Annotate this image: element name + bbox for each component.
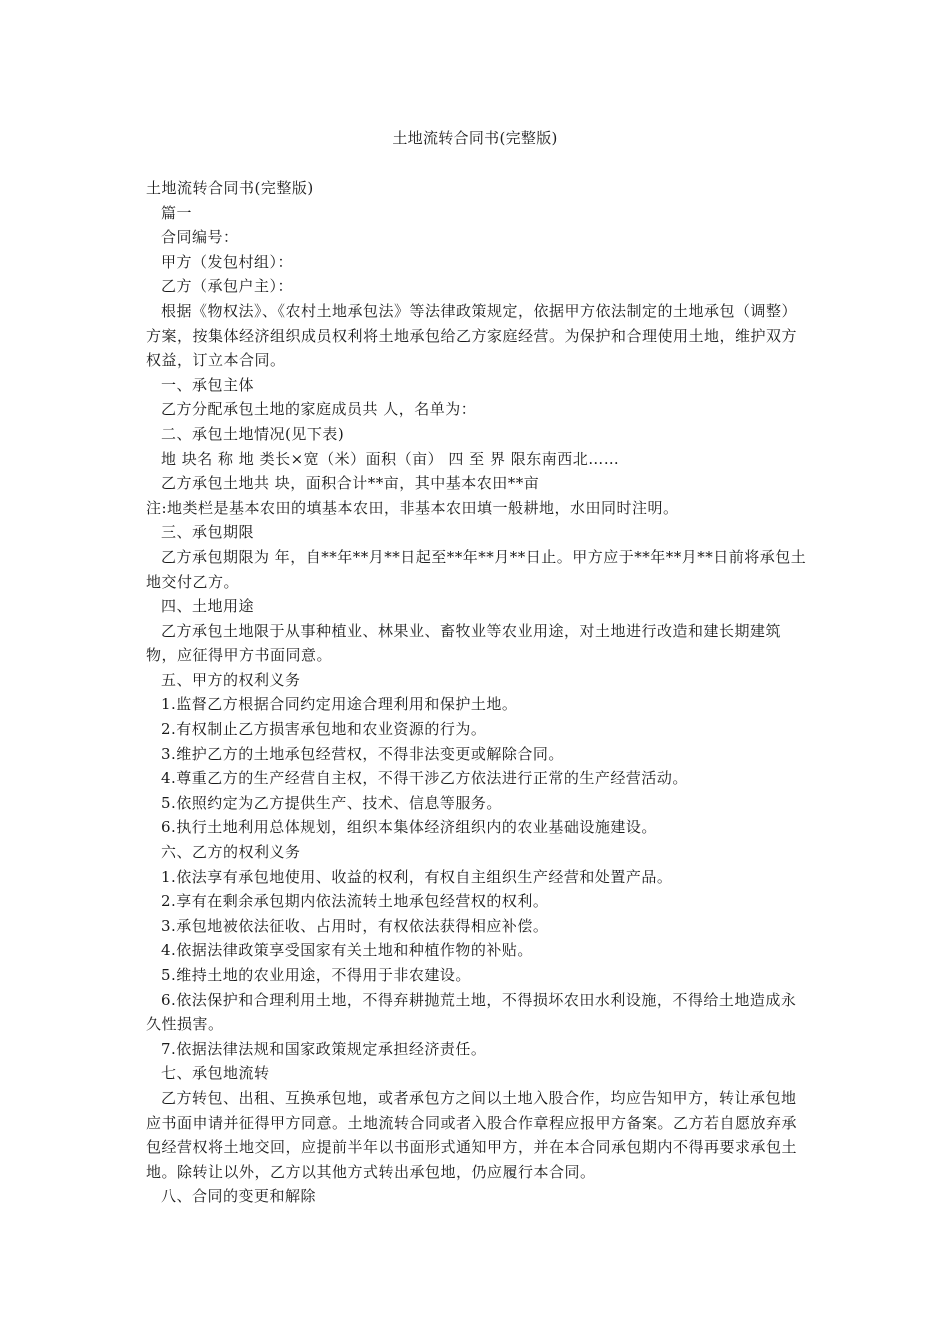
- paragraph: 乙方承包土地限于从事种植业、林果业、畜牧业等农业用途，对土地进行改造和建长期建筑物，应征得甲方书面同意。: [146, 621, 782, 665]
- section-heading: 七、承包地流转: [161, 1064, 270, 1083]
- paragraph: 注:地类栏是基本农田的填基本农田，非基本农田填一般耕地，水田同时注明。: [146, 498, 679, 517]
- list-item: 6.依法保护和合理利用土地，不得弃耕抛荒土地，不得损坏农田水利设施，不得给土地造成永久性损害。: [146, 990, 797, 1034]
- paragraph: 乙方承包期限为 年，自**年**月**日起至**年**月**日止。甲方应于**年**月**日前将承包土地交付乙方。: [146, 547, 807, 591]
- list-item: 1.依法享有承包地使用、收益的权利，有权自主组织生产经营和处置产品。: [161, 867, 673, 886]
- paragraph: 合同编号：: [161, 228, 239, 247]
- paragraph: 地 块名 称 地 类长×宽（米）面积（亩） 四 至 界 限东南西北……: [161, 449, 620, 468]
- paragraph: 乙方（承包户主）：: [161, 277, 294, 296]
- list-item: 2.有权制止乙方损害承包地和农业资源的行为。: [161, 720, 487, 739]
- subtitle: 土地流转合同书(完整版): [146, 179, 314, 197]
- list-item: 3.维护乙方的土地承包经营权，不得非法变更或解除合同。: [161, 744, 564, 763]
- paragraph: 根据《物权法》、《农村土地承包法》等法律政策规定，依据甲方依法制定的土地承包（调整）方案，按集体经济组织成员权利将土地承包给乙方家庭经营。为保护和合理使用土地，维护双方权益，订立本合同。: [146, 301, 798, 370]
- list-item: 3.承包地被依法征收、占用时，有权依法获得相应补偿。: [161, 916, 549, 935]
- section-heading: 二、承包土地情况(见下表): [161, 424, 345, 443]
- paragraph: 乙方承包土地共 块，面积合计**亩，其中基本农田**亩: [161, 474, 540, 493]
- list-item: 4.尊重乙方的生产经营自主权，不得干涉乙方依法进行正常的生产经营活动。: [161, 769, 688, 788]
- list-item: 6.执行土地利用总体规划，组织本集体经济组织内的农业基础设施建设。: [161, 818, 657, 837]
- section-heading: 三、承包期限: [161, 523, 255, 542]
- paragraph: 乙方分配承包土地的家庭成员共 人，名单为：: [161, 400, 477, 419]
- section-heading: 五、甲方的权利义务: [161, 670, 301, 689]
- section-heading: 四、土地用途: [161, 597, 255, 616]
- list-item: 7.依据法律法规和国家政策规定承担经济责任。: [161, 1039, 487, 1058]
- list-item: 5.依照约定为乙方提供生产、技术、信息等服务。: [161, 793, 502, 812]
- document-title: 土地流转合同书(完整版): [392, 129, 558, 147]
- section-heading: 六、乙方的权利义务: [161, 843, 301, 862]
- document-body: [146, 176, 810, 1209]
- list-item: 2.享有在剩余承包期内依法流转土地承包经营权的权利。: [161, 892, 549, 911]
- list-item: 4.依据法律政策享受国家有关土地和种植作物的补贴。: [161, 941, 533, 960]
- list-item: 1.监督乙方根据合同约定用途合理利用和保护土地。: [161, 695, 518, 714]
- list-item: 5.维持土地的农业用途，不得用于非农建设。: [161, 966, 471, 984]
- section-heading: 一、承包主体: [161, 375, 255, 394]
- paragraph: 篇一: [161, 203, 193, 222]
- section-heading: 八、合同的变更和解除: [161, 1187, 317, 1206]
- paragraph: 甲方（发包村组）：: [161, 252, 294, 271]
- paragraph: 乙方转包、出租、互换承包地，或者承包方之间以土地入股合作，均应告知甲方，转让承包地应书面申请并征得甲方同意。土地流转合同或者入股合作章程应报甲方备案。乙方若自愿放弃承包经营权将土地交回，应提前半年以书面形式通知甲方，并在本合同承包期内不得再要求承包土地。除转让以外，乙方以其他方式转出承包地，仍应履行本合同。: [146, 1088, 798, 1181]
